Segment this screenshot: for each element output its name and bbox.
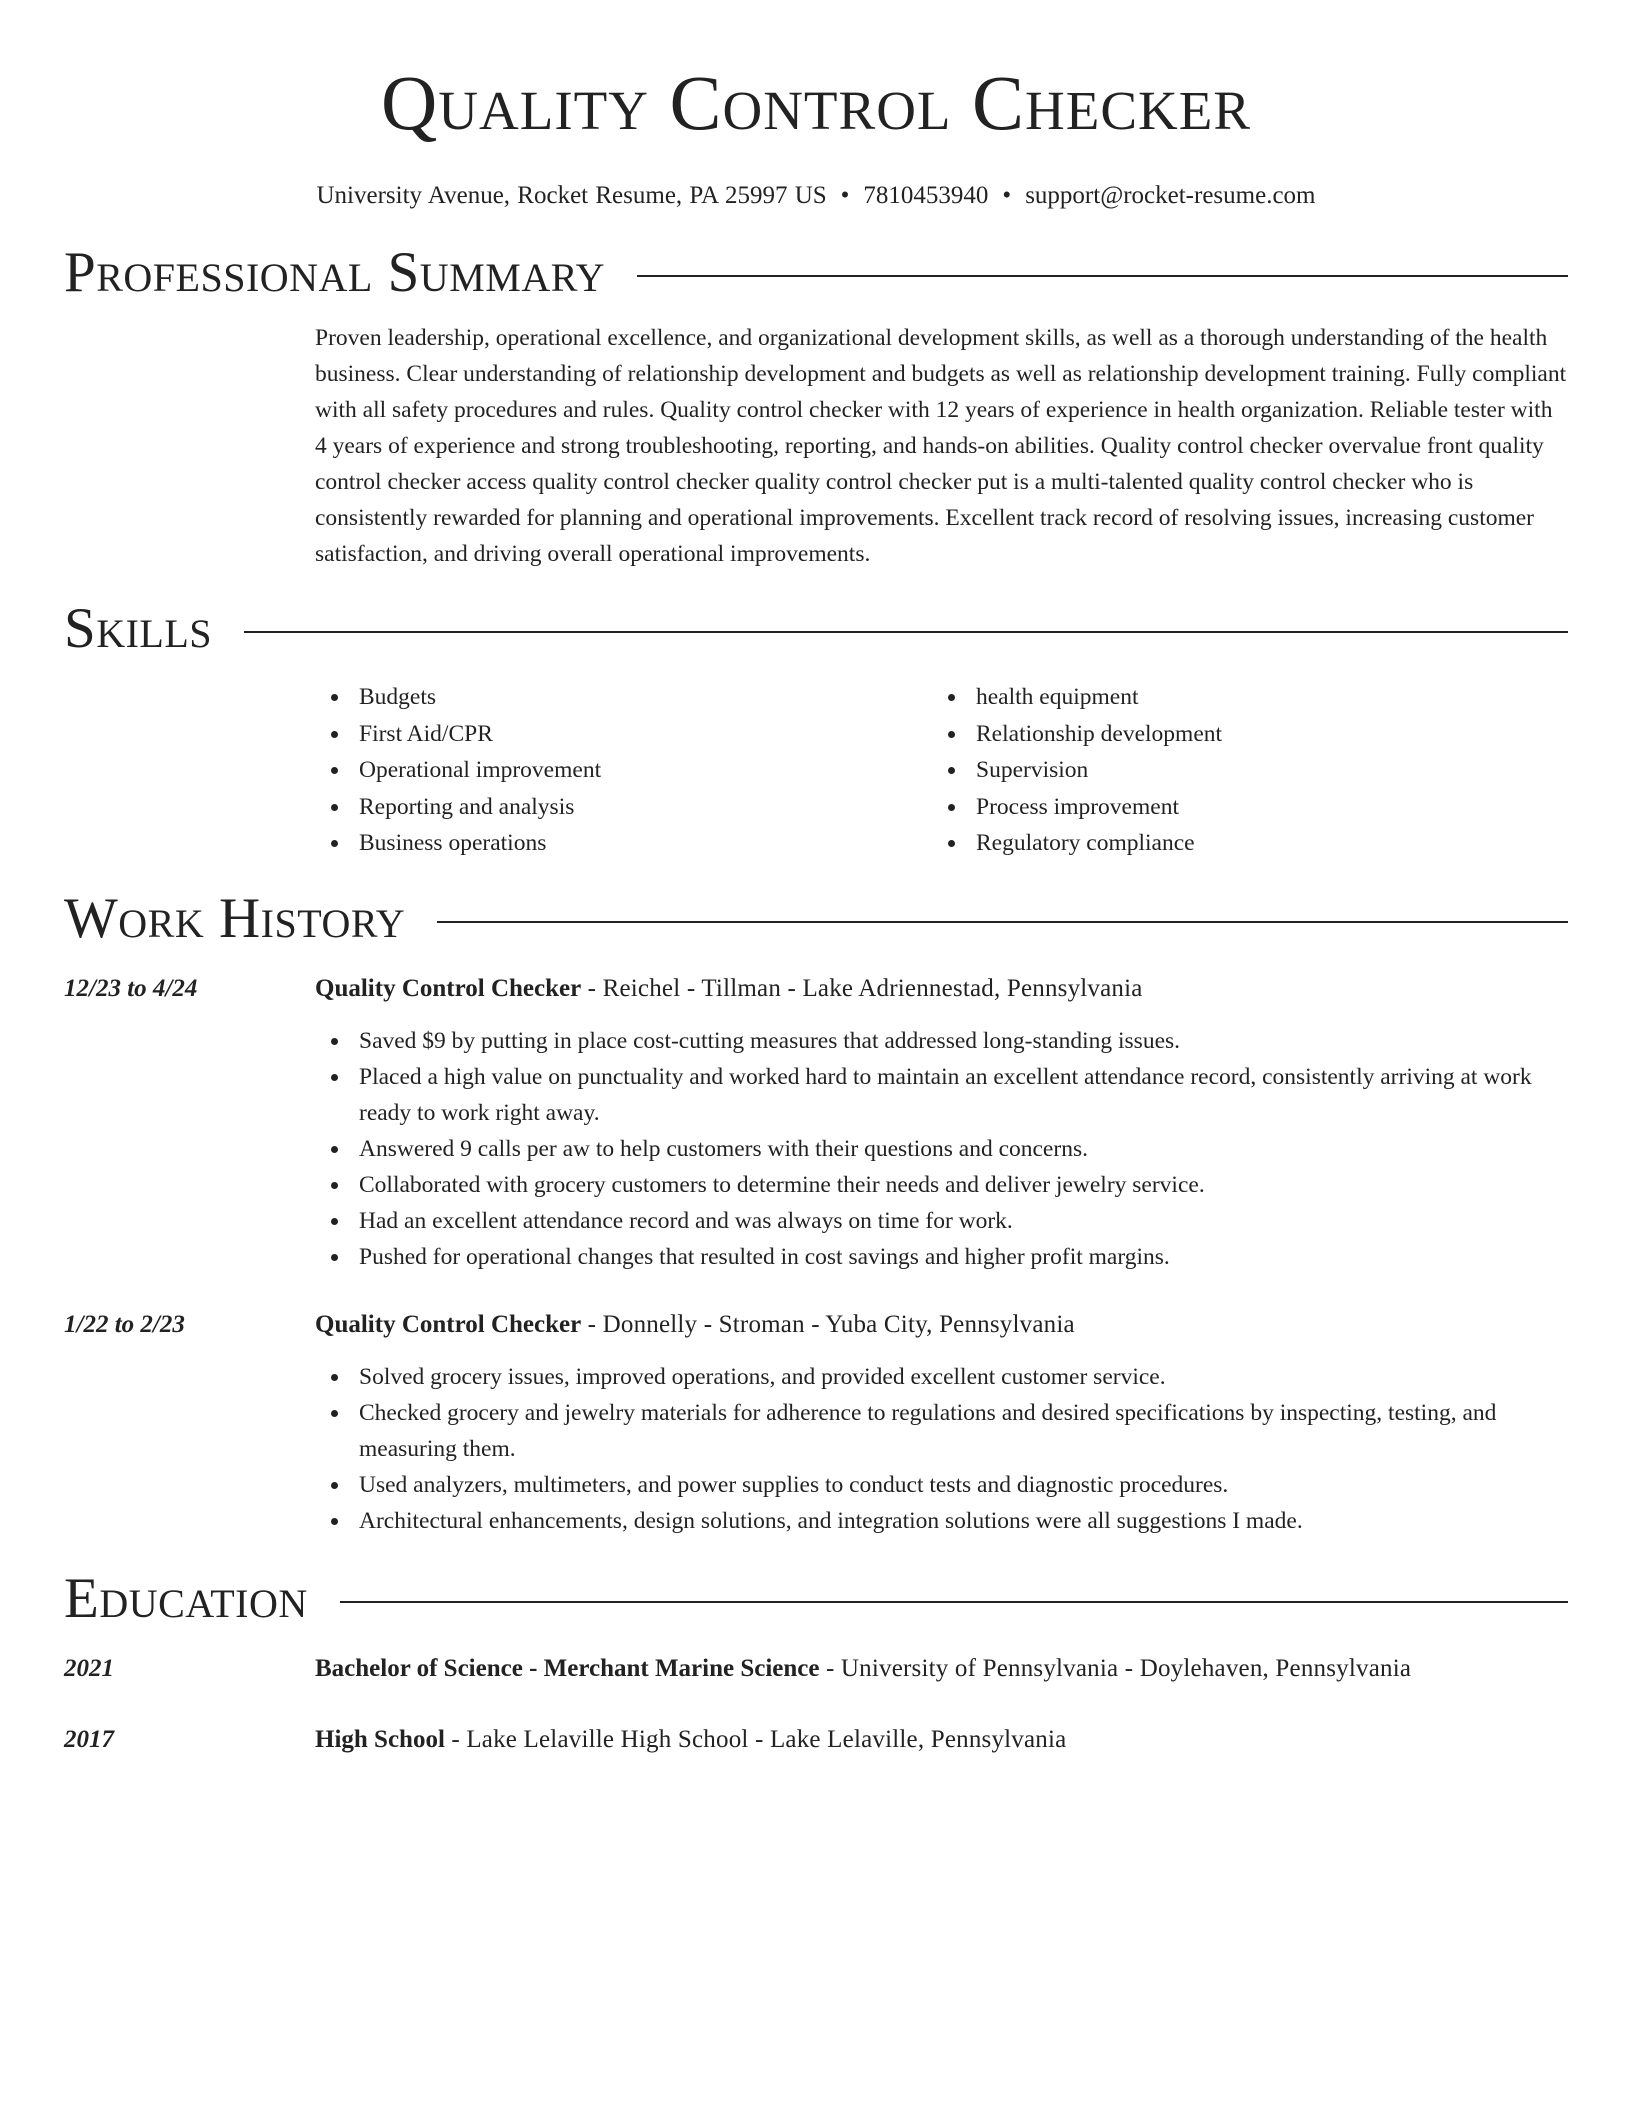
job-duties [315,1023,1568,1275]
duty-item [315,1239,1568,1275]
bullet-icon [331,1074,338,1081]
bullet-icon [331,840,338,847]
candidate-name: Quality Control Checker [380,59,1252,146]
skill-label: Regulatory compliance [976,830,1195,856]
education-year: 2021 [64,1654,114,1682]
job-body [315,1307,1568,1539]
skill-label: Operational improvement [359,757,602,783]
summary-text: Proven leadership, operational excellence, and organizational development skills, as well as a thorough understanding of the health business. Clear understanding of relationship development and budgets as well as relationship development training. Fully compliant with all safety procedures and rules. Quality control checker with 12 years of experience in health organization. Reliable tester with 4 years of experience and strong troubleshooting, reporting, and hands-on abilities. Quality control checker overvalue front quality control checker access quality control checker quality control checker put is a multi-talented quality control checker who is consistently rewarded for planning and operational improvements. Excellent track record of resolving issues, increasing customer satisfaction, and driving overall operational improvements. [315,325,1567,567]
duty-text: Had an excellent attendance record and was always on time for work. [359,1207,1013,1234]
bullet-icon [331,1038,338,1045]
skill-label: Relationship development [976,720,1223,747]
duty-text: Solved grocery issues, improved operations, and provided excellent customer service. [359,1363,1166,1390]
bullet-icon [331,1410,338,1417]
duty-text: Placed a high value on punctuality and worked hard to maintain an excellent attendance record, consistently arriving at work ready to work right away. [359,1063,1532,1126]
duty-item [315,1167,1568,1203]
skill-item [315,825,932,862]
bullet-icon [331,731,338,738]
work-section-header [64,887,1568,951]
education-year: 2017 [64,1725,114,1753]
skill-label: Process improvement [976,793,1179,820]
bullet-icon [331,694,338,701]
skill-item [315,716,932,753]
work-section-title: Work History [64,886,406,950]
job-dates: 1/22 to 2/23 [64,1310,185,1338]
bullet-icon [948,767,955,774]
education-body [315,1651,1568,1687]
bullet-icon [948,694,955,701]
summary-body [315,320,1568,572]
bullet-icon [948,840,955,847]
bullet-icon [331,1254,338,1261]
bullet-icon [331,1518,338,1525]
skill-item [932,789,1549,826]
job-dates: 12/23 to 4/24 [64,974,198,1002]
duty-text: Used analyzers, multimeters, and power supplies to conduct tests and diagnostic procedures. [359,1471,1229,1498]
duty-text: Architectural enhancements, design solutions, and integration solutions were all suggestions I made. [359,1507,1303,1534]
duty-item [315,1395,1568,1467]
duty-text: Saved $9 by putting in place cost-cutting measures that addressed long-standing issues. [359,1027,1181,1054]
education-section-title: Education [64,1566,308,1630]
contact-line [64,181,1568,211]
contact-separator: • [1002,182,1012,209]
contact-phone: 7810453940 [863,182,989,209]
skills-section-header [64,597,1568,661]
bullet-icon [948,804,955,811]
duty-text: Pushed for operational changes that resulted in cost savings and higher profit margins. [359,1243,1170,1270]
skill-label: Budgets [359,684,437,710]
skill-item [315,789,932,826]
job-entry [64,971,1568,1275]
bullet-icon [331,1218,338,1225]
summary-section-header [64,241,1568,305]
skill-item [932,825,1549,862]
contact-separator: • [840,182,850,209]
duty-item [315,1359,1568,1395]
skills-column-right [932,679,1549,862]
bullet-icon [331,804,338,811]
summary-section-title: Professional Summary [64,241,606,304]
resume-page [64,0,1568,1758]
duty-item [315,1131,1568,1167]
skills-column-left [315,679,932,862]
skill-label: Supervision [976,757,1089,783]
job-employer-location: - Donnelly - Stroman - Yuba City, Pennsylvania [581,1310,1075,1338]
bullet-icon [331,1182,338,1189]
section-divider [637,275,1568,277]
duty-text: Answered 9 calls per aw to help customers with their questions and concerns. [359,1135,1088,1162]
skill-item [932,679,1549,716]
skills-section-title: Skills [64,597,213,660]
duty-item [315,1467,1568,1503]
duty-item [315,1059,1568,1131]
skill-item [932,752,1549,789]
skill-label: Reporting and analysis [359,793,575,820]
education-section-header [64,1567,1568,1631]
duty-item [315,1503,1568,1539]
skill-item [315,679,932,716]
duty-item [315,1023,1568,1059]
education-school-location: - Lake Lelaville High School - Lake Lelaville, Pennsylvania [444,1725,1067,1753]
job-heading [315,971,1568,1007]
education-body [315,1722,1568,1758]
education-entry [64,1722,1568,1758]
education-degree: High School [315,1725,445,1753]
job-role: Quality Control Checker [315,974,582,1002]
duty-text: Checked grocery and jewelry materials for adherence to regulations and desired specifications by inspecting, testing, and measuring them. [359,1399,1497,1462]
bullet-icon [331,1374,338,1381]
education-entry [64,1651,1568,1687]
job-entry [64,1307,1568,1539]
education-school-location: - University of Pennsylvania - Doylehaven, Pennsylvania [819,1654,1412,1682]
bullet-icon [948,731,955,738]
job-employer-location: - Reichel - Tillman - Lake Adriennestad, Pennsylvania [581,974,1143,1002]
section-divider [340,1601,1568,1603]
job-body [315,971,1568,1275]
job-role: Quality Control Checker [315,1310,582,1338]
bullet-icon [331,767,338,774]
education-degree: Bachelor of Science - Merchant Marine Science [315,1654,820,1682]
contact-address: University Avenue, Rocket Resume, PA 25997 US [316,182,827,209]
duty-item [315,1203,1568,1239]
job-duties [315,1359,1568,1539]
job-heading [315,1307,1568,1343]
skill-label: First Aid/CPR [359,720,493,747]
skill-label: Business operations [359,830,547,856]
contact-email: support@rocket-resume.com [1025,182,1316,209]
bullet-icon [331,1482,338,1489]
section-divider [244,631,1568,633]
duty-text: Collaborated with grocery customers to determine their needs and deliver jewelry service. [359,1171,1205,1198]
section-divider [437,921,1568,923]
skill-item [315,752,932,789]
bullet-icon [331,1146,338,1153]
skill-label: health equipment [976,684,1139,710]
skill-item [932,716,1549,753]
skills-list [315,679,1568,862]
